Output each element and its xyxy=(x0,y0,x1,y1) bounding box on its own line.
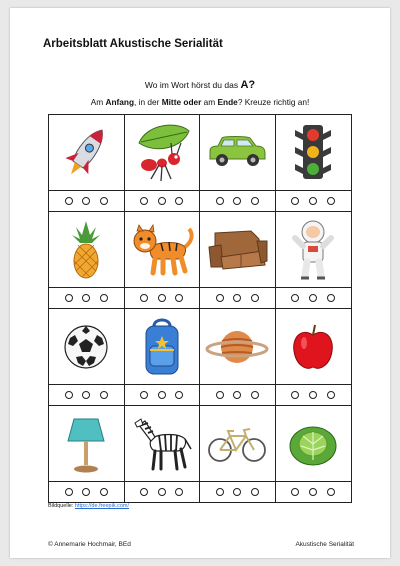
answer-option-middle[interactable] xyxy=(158,488,166,496)
page-title: Arbeitsblatt Akustische Serialität xyxy=(43,38,223,50)
lamp-icon xyxy=(64,413,108,475)
answer-option-start[interactable] xyxy=(140,391,148,399)
grid-cell xyxy=(125,309,201,406)
grid-cell xyxy=(49,212,125,309)
answer-option-end[interactable] xyxy=(175,197,183,205)
tiger-icon xyxy=(129,221,195,279)
answer-option-start[interactable] xyxy=(216,197,224,205)
car-icon xyxy=(206,133,268,173)
traffic-light-icon xyxy=(291,122,335,184)
answer-circles xyxy=(49,385,124,406)
answer-circles xyxy=(200,191,275,212)
answer-circles xyxy=(49,288,124,309)
target-letter: A? xyxy=(240,79,256,91)
answer-option-middle[interactable] xyxy=(233,197,241,205)
answer-option-start[interactable] xyxy=(140,197,148,205)
answer-option-end[interactable] xyxy=(100,391,108,399)
grid-cell xyxy=(200,212,276,309)
answer-option-middle[interactable] xyxy=(309,197,317,205)
answer-circles xyxy=(276,191,352,212)
grid-cell xyxy=(125,115,201,212)
answer-option-middle[interactable] xyxy=(309,488,317,496)
answer-option-middle[interactable] xyxy=(158,294,166,302)
footer-title: Akustische Serialität xyxy=(295,541,354,548)
grid-cell xyxy=(49,115,125,212)
answer-option-end[interactable] xyxy=(327,391,335,399)
credit-link[interactable]: https://de.freepik.com/ xyxy=(74,503,130,509)
grid-row xyxy=(49,115,351,212)
grid-cell xyxy=(276,406,352,502)
footer-author: © Annemarie Hochmair, BEd xyxy=(48,541,131,548)
answer-option-start[interactable] xyxy=(65,294,73,302)
answer-option-start[interactable] xyxy=(140,294,148,302)
answer-option-middle[interactable] xyxy=(82,197,90,205)
answer-option-middle[interactable] xyxy=(309,294,317,302)
answer-circles xyxy=(49,482,124,502)
grid-row xyxy=(49,309,351,406)
grid-cell xyxy=(125,406,201,502)
answer-option-start[interactable] xyxy=(216,391,224,399)
planet-icon xyxy=(205,323,269,371)
answer-circles xyxy=(125,191,200,212)
answer-circles xyxy=(125,482,200,502)
soccer-ball-icon xyxy=(62,323,110,371)
image-credit: Bildquelle: https://de.freepik.com/ xyxy=(48,503,130,509)
instruction-text: Am Anfang, in der Mitte oder am Ende? Kreuze richtig an! xyxy=(90,97,310,107)
grid-cell xyxy=(200,406,276,502)
lettuce-icon xyxy=(287,420,339,468)
answer-option-end[interactable] xyxy=(251,294,259,302)
answer-option-middle[interactable] xyxy=(82,488,90,496)
grid-cell xyxy=(200,309,276,406)
answer-circles xyxy=(49,191,124,212)
answer-circles xyxy=(125,288,200,309)
answer-option-middle[interactable] xyxy=(158,197,166,205)
answer-circles xyxy=(200,482,275,502)
pineapple-icon xyxy=(68,219,104,281)
answer-option-end[interactable] xyxy=(175,391,183,399)
answer-circles xyxy=(276,385,352,406)
answer-option-start[interactable] xyxy=(291,197,299,205)
answer-option-end[interactable] xyxy=(175,488,183,496)
answer-option-middle[interactable] xyxy=(309,391,317,399)
answer-option-end[interactable] xyxy=(327,294,335,302)
apple-icon xyxy=(290,321,336,373)
ant-icon xyxy=(129,121,195,185)
answer-option-middle[interactable] xyxy=(82,391,90,399)
answer-option-end[interactable] xyxy=(100,488,108,496)
answer-option-start[interactable] xyxy=(65,197,73,205)
answer-circles xyxy=(276,482,352,502)
answer-option-end[interactable] xyxy=(100,197,108,205)
answer-option-start[interactable] xyxy=(291,294,299,302)
grid-row xyxy=(49,406,351,502)
sofa-icon xyxy=(205,227,269,273)
grid-cell xyxy=(125,212,201,309)
grid-cell xyxy=(276,309,352,406)
answer-circles xyxy=(200,288,275,309)
backpack-icon xyxy=(140,316,184,378)
answer-option-end[interactable] xyxy=(175,294,183,302)
answer-option-start[interactable] xyxy=(216,294,224,302)
answer-option-start[interactable] xyxy=(216,488,224,496)
grid-cell xyxy=(200,115,276,212)
answer-option-end[interactable] xyxy=(251,488,259,496)
answer-option-start[interactable] xyxy=(65,391,73,399)
answer-circles xyxy=(276,288,352,309)
grid-cell xyxy=(49,406,125,502)
answer-option-end[interactable] xyxy=(251,197,259,205)
picture-grid xyxy=(48,114,352,503)
grid-row xyxy=(49,212,351,309)
grid-cell xyxy=(49,309,125,406)
answer-option-middle[interactable] xyxy=(158,391,166,399)
answer-option-end[interactable] xyxy=(327,197,335,205)
astronaut-icon xyxy=(291,218,335,282)
worksheet-page xyxy=(10,8,390,558)
answer-option-middle[interactable] xyxy=(233,391,241,399)
answer-option-middle[interactable] xyxy=(233,294,241,302)
answer-option-end[interactable] xyxy=(251,391,259,399)
answer-option-start[interactable] xyxy=(65,488,73,496)
grid-cell xyxy=(276,212,352,309)
answer-option-start[interactable] xyxy=(291,391,299,399)
answer-option-start[interactable] xyxy=(291,488,299,496)
rocket-icon xyxy=(62,123,110,183)
answer-circles xyxy=(125,385,200,406)
answer-option-middle[interactable] xyxy=(82,294,90,302)
bicycle-icon xyxy=(206,424,268,464)
answer-option-middle[interactable] xyxy=(233,488,241,496)
answer-option-start[interactable] xyxy=(140,488,148,496)
answer-option-end[interactable] xyxy=(100,294,108,302)
answer-option-end[interactable] xyxy=(327,488,335,496)
answer-circles xyxy=(200,385,275,406)
zebra-icon xyxy=(131,415,193,473)
instruction-question: Wo im Wort hörst du das A? xyxy=(144,79,256,91)
grid-cell xyxy=(276,115,352,212)
